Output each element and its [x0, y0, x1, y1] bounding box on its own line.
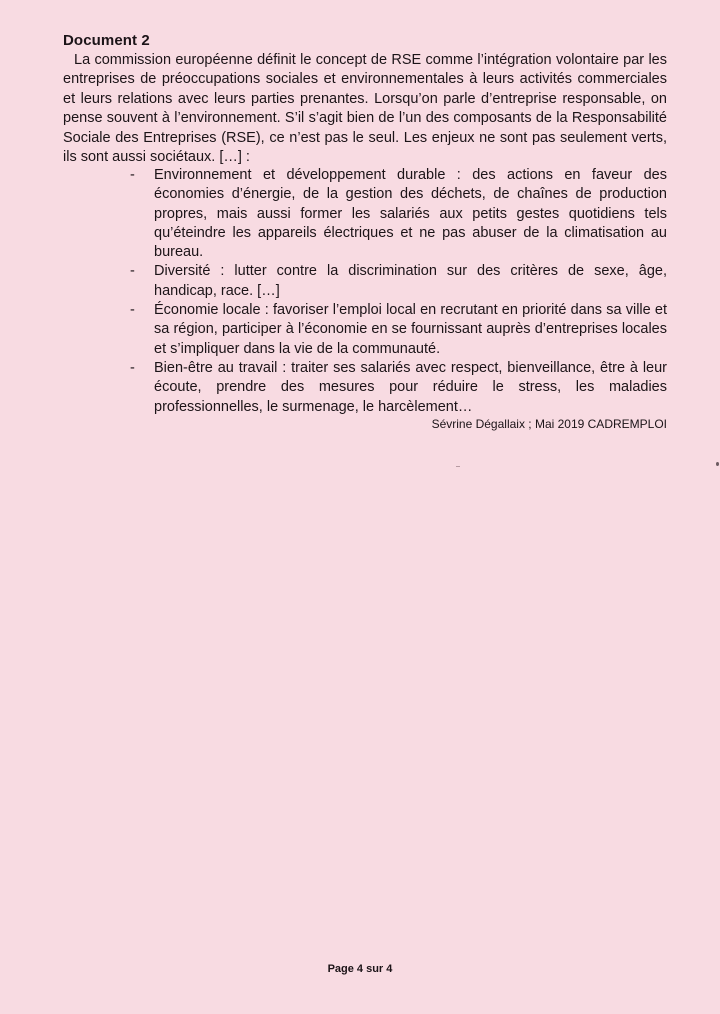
scan-speck	[716, 462, 719, 466]
intro-paragraph: La commission européenne définit le concept de RSE comme l’intégration volontaire par les entreprises de préoccupations sociales et environnementales à leurs activités commerciales et leurs relations avec leurs parties prenantes. Lorsqu’on parle d’entreprise responsable, on pense souvent à l’environnement. S’il s’agit bien de l’un des composants de la Responsabilité Sociale des Entreprises (RSE), ce n’est pas le seul. Les enjeux ne sont pas seulement verts, ils sont aussi sociétaux. […] :	[63, 52, 667, 166]
document-heading: Document 2	[63, 32, 150, 49]
bullet-item-bien-etre	[130, 359, 667, 417]
bullet-item-economie-locale	[130, 301, 667, 359]
bullet-dash: -	[130, 263, 135, 280]
source-citation: Sévrine Dégallaix ; Mai 2019 CADREMPLOI	[431, 417, 667, 431]
bullet-text: Diversité : lutter contre la discrimination sur des critères de sexe, âge, handicap, race. […]	[154, 263, 667, 299]
bullet-item-environnement	[130, 166, 667, 262]
bullet-list	[130, 166, 667, 417]
bullet-dash: -	[130, 359, 135, 376]
bullet-text: Bien-être au travail : traiter ses salariés avec respect, bienveillance, être à leur écoute, prendre des mesures pour réduire le stress, les maladies professionnelles, le surmenage, le harcèlement…	[154, 359, 667, 415]
bullet-item-diversite	[130, 262, 667, 301]
bullet-text: Environnement et développement durable : des actions en faveur des économies d’énergie, de la gestion des déchets, de chaînes de production propres, mais aussi former les salariés aux petits gestes quotidiens tels qu’éteindre les appareils électriques et ne pas abuser de la climatisation au bureau.	[154, 167, 667, 261]
bullet-dash: -	[130, 167, 135, 183]
bullet-dash: -	[130, 302, 135, 319]
bullet-text: Économie locale : favoriser l’emploi local en recrutant en priorité dans sa ville et sa région, participer à l’économie en se fournissant auprès d’entreprises locales et s’impliquer dans la vie de la communauté.	[154, 302, 667, 357]
page-number: Page 4 sur 4	[327, 963, 393, 975]
scan-speck	[456, 466, 460, 467]
